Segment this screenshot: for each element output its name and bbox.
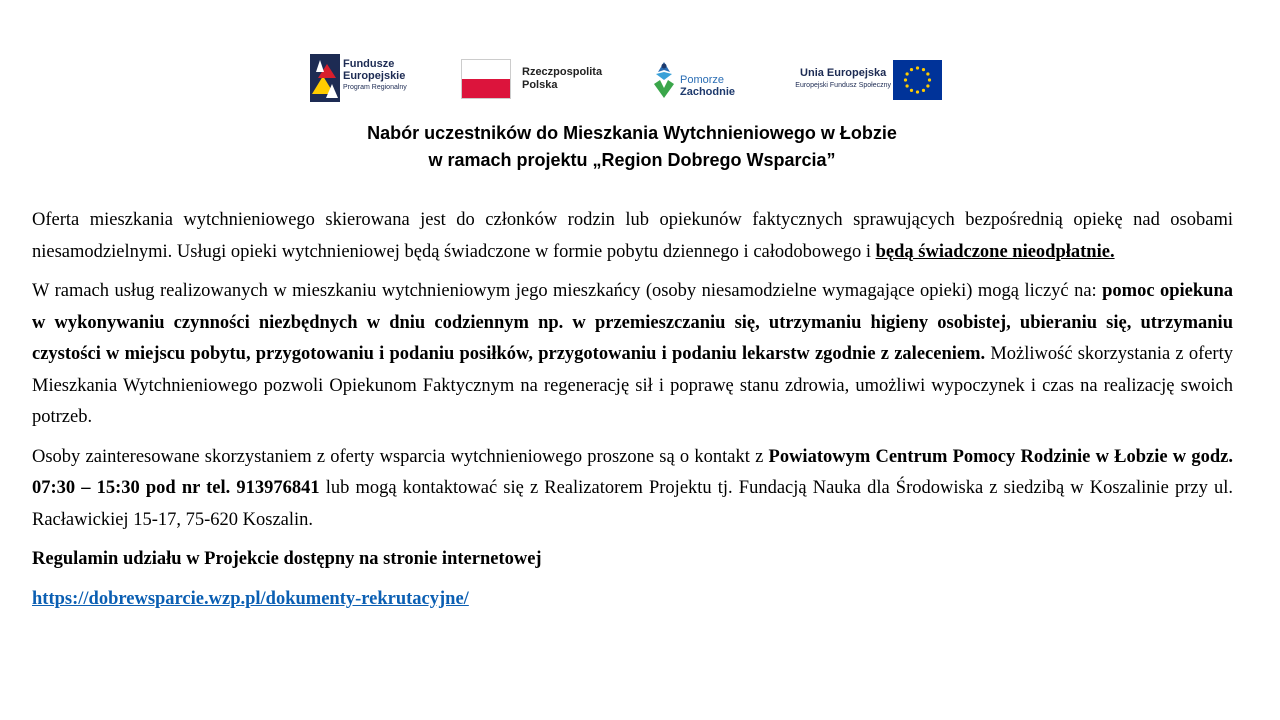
rzeczpospolita-polska-logo (461, 52, 621, 104)
services-intro: W ramach usług realizowanych w mieszkaniu wytchnieniowym jego mieszkańcy (osoby niesamodzielne wymagające opieki) mogą liczyć na: (32, 281, 1103, 301)
eu-star-icon (910, 89, 913, 92)
pz-line2: Zachodnie (680, 86, 736, 98)
regulations-link[interactable]: https://dobrewsparcie.wzp.pl/dokumenty-rekrutacyjne/ (32, 588, 469, 609)
paragraph-offer (32, 205, 1233, 268)
unia-europejska-logo (771, 52, 951, 104)
eu-star-icon (916, 90, 919, 93)
free-of-charge-emphasis: będą świadczone nieodpłatnie. (875, 241, 1115, 262)
title-line1: Nabór uczestników do Mieszkania Wytchnieniowego w Łobzie (367, 123, 897, 143)
rp-line1: Rzeczpospolita (522, 66, 603, 78)
fe-line2: Europejskie (343, 70, 406, 82)
pomorze-zachodnie-logo (650, 52, 740, 104)
eu-star-icon (906, 84, 909, 87)
eu-star-icon (922, 68, 925, 71)
rp-line2: Polska (522, 79, 558, 91)
eu-star-icon (904, 78, 907, 81)
eu-star-icon (926, 84, 929, 87)
eu-star-icon (906, 72, 909, 75)
page-title (0, 120, 1264, 174)
fe-line3: Program Regionalny (343, 84, 407, 91)
ue-line1: Unia Europejska (800, 67, 887, 79)
offer-text: Oferta mieszkania wytchnieniowego skierowana jest do członków rodzin lub opiekunów faktycznych sprawujących bezpośrednią opiekę nad osobami niesamodzielnymi. Usługi opieki wytchnieniowej będą świadczone w formie pobytu dziennego i całodobowego i (32, 210, 1233, 262)
title-line2: w ramach projektu „Region Dobrego Wsparcia” (428, 150, 836, 170)
paragraph-link (32, 584, 1233, 616)
eu-star-icon (916, 66, 919, 69)
contact-intro: Osoby zainteresowane skorzystaniem z oferty wsparcia wytchnieniowego proszone są o kontakt z (32, 446, 769, 467)
fundusze-europejskie-logo (308, 52, 428, 104)
fe-emblem-icon (310, 54, 340, 102)
eu-flag-icon (893, 60, 942, 100)
eu-star-icon (922, 89, 925, 92)
contact-realizator: lub mogą kontaktować się z Realizatorem Projektu tj. Fundacją Nauka dla Środowiska z siedzibą w Koszalinie przy ul. Racławickiej 15-17, 75-620 Koszalin. (32, 478, 1233, 530)
pomorze-zachodnie-emblem-icon (650, 58, 678, 100)
eu-star-icon (926, 72, 929, 75)
fe-line1: Fundusze (343, 58, 395, 70)
announcement-body (32, 205, 1233, 623)
regulations-note: Regulamin udziału w Projekcie dostępny na stronie internetowej (32, 549, 542, 569)
contact-pcpr: Powiatowym Centrum Pomocy Rodzinie w Łobzie w godz. 07:30 – 15:30 pod nr tel. 913976841 (32, 446, 1233, 498)
eu-star-icon (910, 68, 913, 71)
services-list: pomoc opiekuna w wykonywaniu czynności niezbędnych w dniu codziennym np. w przemieszczaniu się, utrzymaniu higieny osobistej, ubieraniu się, utrzymaniu czystości w miejscu pobytu, przygotowaniu i podaniu posiłków, przygotowaniu i podaniu lekarstw zgodnie z zaleceniem. (32, 281, 1233, 364)
eu-star-icon (928, 78, 931, 81)
ue-line2: Europejski Fundusz Społeczny (795, 82, 891, 89)
services-benefits: Możliwość skorzystania z oferty Mieszkania Wytchnieniowego pozwoli Opiekunom Faktycznym na regenerację sił i poprawę stanu zdrowia, umożliwi wypoczynek i czas na realizację swoich potrzeb. (32, 344, 1233, 427)
paragraph-services (32, 276, 1233, 434)
logo-bar (308, 52, 948, 104)
polish-flag-icon (461, 59, 511, 99)
pz-line1: Pomorze (680, 74, 725, 86)
paragraph-contact (32, 442, 1233, 537)
